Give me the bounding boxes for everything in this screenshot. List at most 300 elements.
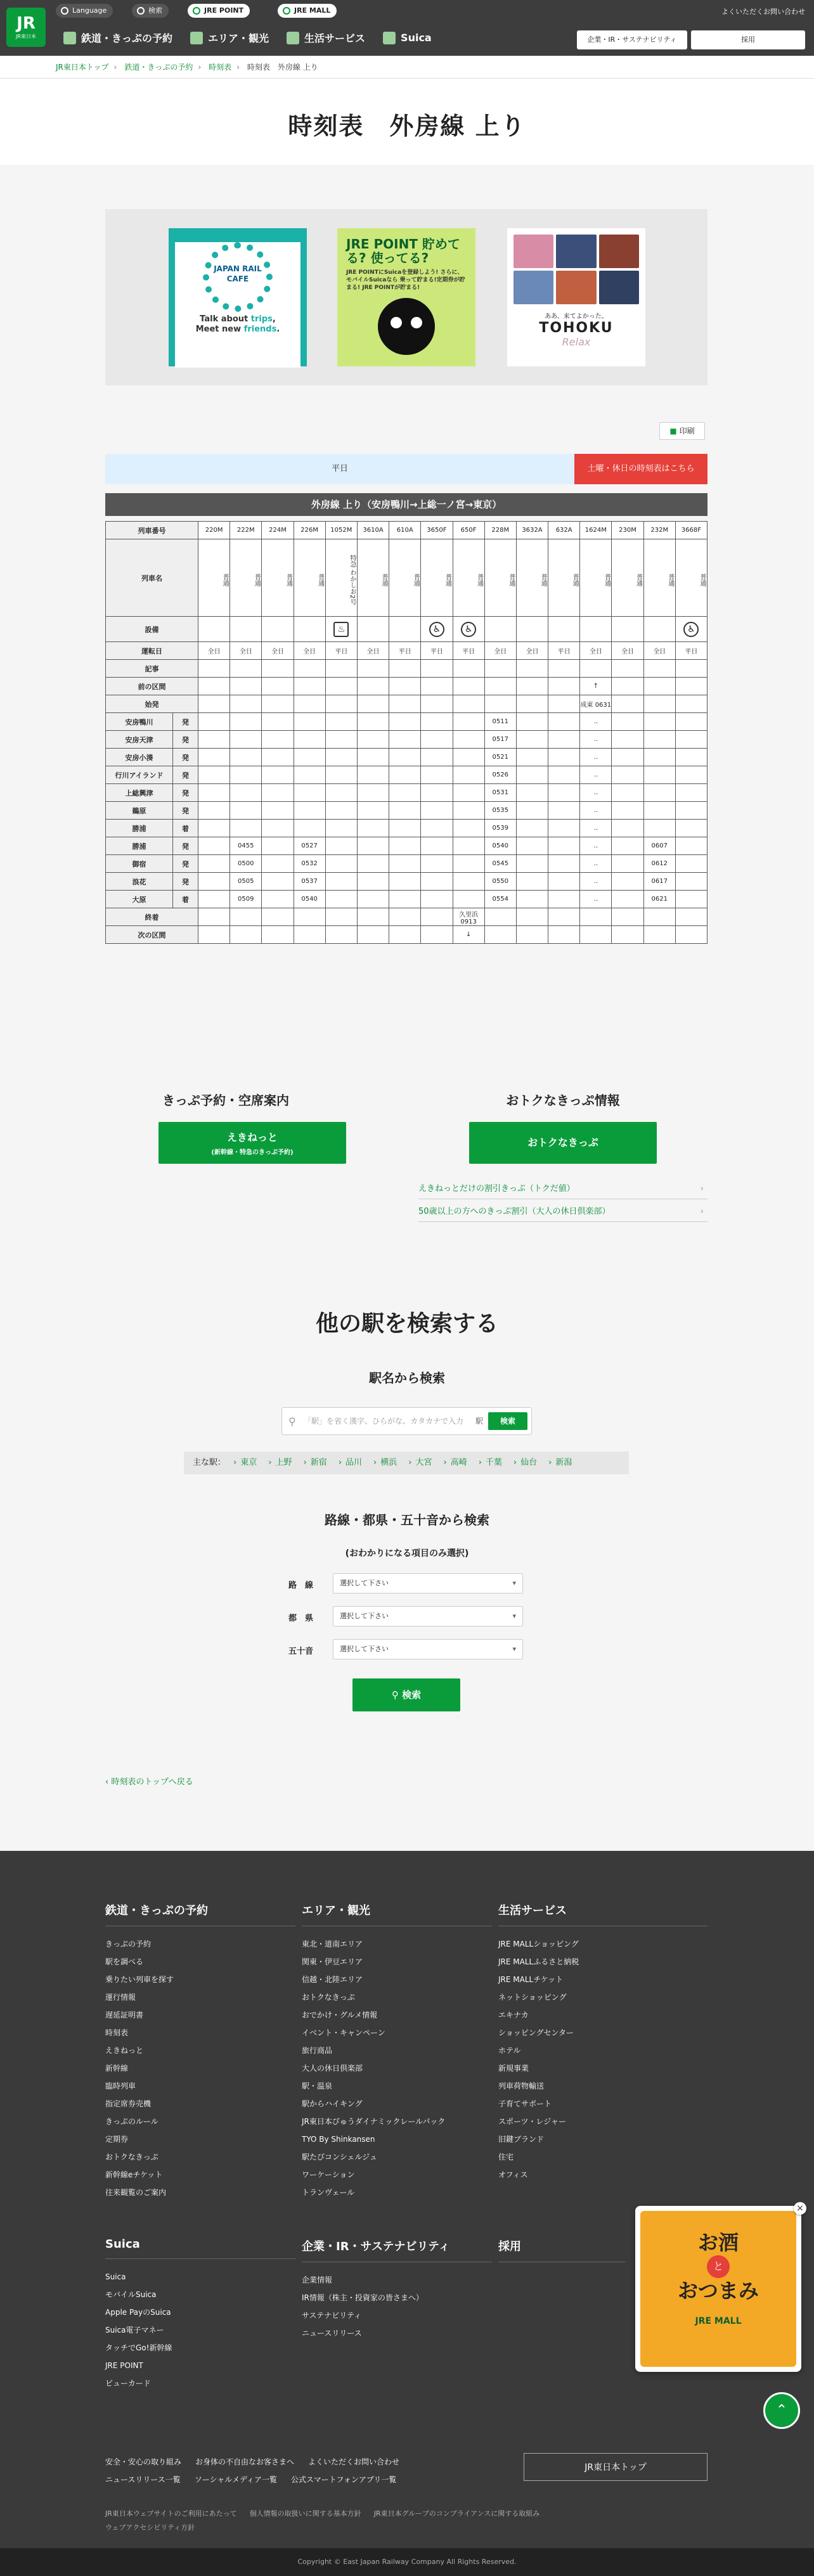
station-name: 勝浦 xyxy=(106,837,173,855)
cell: 平日 xyxy=(675,642,707,660)
legal-link[interactable]: JR東日本グループのコンプライアンスに関する取組み xyxy=(373,2509,540,2518)
time-cell: 0511 xyxy=(484,713,516,731)
main-station-link[interactable]: 千葉 xyxy=(485,1458,502,1467)
chevron-right-icon: › xyxy=(513,1458,517,1467)
footer-link[interactable]: 旧鍵ブランド xyxy=(498,2135,545,2144)
station-name: 鵜原 xyxy=(106,802,173,820)
cell: 230M xyxy=(612,522,643,539)
time-cell xyxy=(612,784,643,802)
time-cell xyxy=(262,820,294,837)
footer-link[interactable]: TYO By Shinkansen xyxy=(302,2135,375,2144)
recruit-button[interactable]: 採用 xyxy=(691,30,805,49)
footer-link[interactable]: 臨時列車 xyxy=(105,2082,136,2090)
train-number-row-label: 列車番号 xyxy=(106,522,198,539)
next-section-row xyxy=(106,926,707,944)
footer-link[interactable]: ホテル xyxy=(498,2046,521,2055)
jre-mall-ad-popup[interactable]: お酒 と おつまみ JRE MALL xyxy=(635,2206,801,2372)
footer-link[interactable]: 定期券 xyxy=(105,2135,129,2144)
arrow-up-icon: ⌃ xyxy=(775,2402,788,2418)
chevron-right-icon: › xyxy=(700,1207,704,1216)
time-cell xyxy=(389,802,421,820)
cell: 全日 xyxy=(484,642,516,660)
time-cell xyxy=(262,766,294,784)
cell xyxy=(643,678,675,695)
footer-link[interactable]: 運行情報 xyxy=(105,1993,136,2002)
main-station-link[interactable]: 大宮 xyxy=(415,1458,432,1467)
time-cell xyxy=(643,749,675,766)
cell xyxy=(516,908,548,926)
footer-bottom-link[interactable]: よくいただくお問い合わせ xyxy=(308,2457,400,2466)
time-cell xyxy=(643,731,675,749)
cell xyxy=(198,908,230,926)
cell: 全日 xyxy=(262,642,294,660)
card-icon xyxy=(383,32,396,44)
time-cell xyxy=(612,820,643,837)
route-search-button[interactable]: ⚲ 検索 xyxy=(352,1678,460,1711)
time-cell: ‥ xyxy=(580,749,612,766)
station-row xyxy=(106,837,707,855)
time-cell xyxy=(675,891,707,908)
time-cell: ‥ xyxy=(580,766,612,784)
cell xyxy=(548,695,580,713)
time-cell: 0500 xyxy=(230,855,262,873)
station-row xyxy=(106,713,707,731)
breadcrumb-current: 時刻表 外房線 上り xyxy=(247,63,318,72)
chevron-right-icon: › xyxy=(478,1458,482,1467)
nav-suica[interactable]: Suica xyxy=(383,30,432,45)
time-cell xyxy=(548,855,580,873)
time-cell xyxy=(198,749,230,766)
footer-link[interactable]: 信越・北陸エリア xyxy=(302,1975,363,1984)
station-name: 行川アイランド xyxy=(106,766,173,784)
time-cell: 0612 xyxy=(643,855,675,873)
chevron-right-icon: › xyxy=(700,1184,704,1194)
time-cell xyxy=(548,802,580,820)
time-cell xyxy=(675,802,707,820)
cell: 全日 xyxy=(580,642,612,660)
station-row xyxy=(106,802,707,820)
footer-link[interactable]: 駅を調べる xyxy=(105,1957,144,1966)
cell: 全日 xyxy=(612,642,643,660)
nav-area[interactable]: エリア・観光 xyxy=(190,30,269,45)
cell xyxy=(548,926,580,944)
cell xyxy=(198,695,230,713)
footer-link[interactable]: おでかけ・グルメ情報 xyxy=(302,2011,378,2019)
footer-link[interactable]: 往来観覧のご案内 xyxy=(105,2188,167,2197)
jr-east-top-button[interactable]: JR東日本トップ xyxy=(524,2453,707,2481)
footer-bottom-link[interactable]: 安全・安心の取り組み xyxy=(105,2457,182,2466)
cell: 普通 xyxy=(294,539,325,617)
footer-link[interactable]: 住宅 xyxy=(498,2153,514,2161)
cell xyxy=(548,678,580,695)
arr-dep-label: 発 xyxy=(173,802,198,820)
main-station-link[interactable]: 新潟 xyxy=(555,1458,572,1467)
time-cell xyxy=(516,713,548,731)
footer-bottom-link[interactable]: ソーシャルメディア一覧 xyxy=(194,2475,278,2484)
time-cell xyxy=(421,784,453,802)
time-cell xyxy=(516,837,548,855)
time-cell xyxy=(389,713,421,731)
jre-point-link[interactable]: JRE POINT xyxy=(188,4,250,18)
cell xyxy=(484,617,516,642)
time-cell xyxy=(325,891,357,908)
station-row xyxy=(106,891,707,908)
jr-east-logo[interactable]: JR JR東日本 xyxy=(6,8,46,47)
footer-link[interactable]: イベント・キャンペーン xyxy=(302,2028,385,2037)
main-station-link[interactable]: 品川 xyxy=(346,1458,363,1467)
time-cell: 0537 xyxy=(294,873,325,891)
cell: 普通 xyxy=(643,539,675,617)
time-cell xyxy=(548,837,580,855)
next-section-row-label: 次の区間 xyxy=(106,926,198,944)
cell: 普通 xyxy=(612,539,643,617)
station-row xyxy=(106,873,707,891)
time-cell xyxy=(453,820,484,837)
footer-link[interactable]: おトクなきっぷ xyxy=(105,2153,158,2161)
time-cell xyxy=(675,784,707,802)
cell xyxy=(643,926,675,944)
footer-link[interactable]: 駅・温泉 xyxy=(302,2082,333,2090)
search-by-route-heading: 路線・都県・五十音から検索 xyxy=(325,1512,489,1528)
cell: 232M xyxy=(643,522,675,539)
jre-mall-link[interactable]: JRE MALL xyxy=(278,4,337,18)
time-cell xyxy=(325,802,357,820)
footer-link[interactable]: 駅からハイキング xyxy=(302,2099,363,2108)
footer-bottom-link[interactable]: お身体の不自由なお客さまへ xyxy=(195,2457,295,2466)
cell xyxy=(357,695,389,713)
time-cell xyxy=(262,873,294,891)
time-cell xyxy=(294,713,325,731)
global-header xyxy=(0,0,814,56)
footer-link[interactable]: 大人の休日倶楽部 xyxy=(302,2064,363,2073)
main-station-link[interactable]: 横浜 xyxy=(380,1458,397,1467)
time-cell: ‥ xyxy=(580,873,612,891)
footer-link[interactable]: きっぷのルール xyxy=(105,2117,158,2126)
route-note: (おわかりになる項目のみ選択) xyxy=(345,1549,469,1559)
cell xyxy=(389,908,421,926)
chevron-right-icon: › xyxy=(373,1458,377,1467)
time-cell xyxy=(612,802,643,820)
footer-link[interactable]: 指定席券売機 xyxy=(105,2099,152,2108)
cell xyxy=(675,678,707,695)
tohoku-relax-banner[interactable]: ああ、来てよかった。 TOHOKU Relax xyxy=(507,228,645,366)
tohoku-photos xyxy=(514,235,639,304)
chevron-right-icon: › xyxy=(303,1458,307,1467)
time-cell xyxy=(643,766,675,784)
cell: 610A xyxy=(389,522,421,539)
footer-link[interactable]: JRE POINT xyxy=(105,2361,143,2370)
arr-dep-label: 発 xyxy=(173,731,198,749)
footer-link[interactable]: IR情報（株主・投資家の皆さまへ） xyxy=(302,2293,423,2302)
station-row xyxy=(106,766,707,784)
footer-link[interactable]: 新幹線 xyxy=(105,2064,129,2073)
time-cell xyxy=(389,731,421,749)
cell: 平日 xyxy=(548,642,580,660)
ekinet-button[interactable]: えきねっと (新幹線・特急のきっぷ予約) xyxy=(158,1122,346,1164)
search-icon: ⚲ xyxy=(288,1415,296,1427)
time-cell: 0517 xyxy=(484,731,516,749)
time-cell xyxy=(612,766,643,784)
cell: 全日 xyxy=(516,642,548,660)
penguin-illustration xyxy=(378,298,435,355)
train-name-row-label: 列車名 xyxy=(106,539,198,617)
cell xyxy=(612,617,643,642)
time-cell xyxy=(357,837,389,855)
time-cell xyxy=(198,891,230,908)
cell: 全日 xyxy=(230,642,262,660)
footer-link[interactable]: おトクなきっぷ xyxy=(302,1993,355,2002)
time-cell xyxy=(389,784,421,802)
footer-link[interactable]: タッチでGo!新幹線 xyxy=(105,2343,172,2352)
time-cell: 0527 xyxy=(294,837,325,855)
kana-select[interactable]: 選択して下さい ▾ xyxy=(333,1639,523,1659)
station-row xyxy=(106,784,707,802)
time-cell: 0532 xyxy=(294,855,325,873)
wheelchair-icon: ♿ xyxy=(683,622,699,637)
station-name: 上総興津 xyxy=(106,784,173,802)
footer-link[interactable]: 駅たびコンシェルジュ xyxy=(302,2153,377,2161)
footer-link[interactable]: 旅行商品 xyxy=(302,2046,333,2055)
time-cell: 0535 xyxy=(484,802,516,820)
footer-link[interactable]: Suica xyxy=(105,2272,126,2281)
time-cell xyxy=(421,837,453,855)
prefecture-select[interactable]: 選択して下さい ▾ xyxy=(333,1606,523,1626)
footer-link[interactable]: ショッピングセンター xyxy=(498,2028,574,2037)
footer-link[interactable]: 東北・道南エリア xyxy=(302,1940,363,1948)
reserved-seat-icon: ♨ xyxy=(333,622,349,637)
footer-link[interactable]: オフィス xyxy=(498,2170,528,2179)
shopping-icon xyxy=(287,32,299,44)
cell: 普通 xyxy=(389,539,421,617)
nav-railway[interactable]: 鉄道・きっぷの予約 xyxy=(63,30,172,45)
arr-dep-label: 発 xyxy=(173,855,198,873)
time-cell xyxy=(198,802,230,820)
footer-link[interactable]: JRE MALLふるさと納税 xyxy=(498,1957,579,1966)
time-cell xyxy=(421,820,453,837)
station-row xyxy=(106,855,707,873)
cell: ↓ xyxy=(453,926,484,944)
footer-link[interactable]: 子育てサポート xyxy=(498,2099,552,2108)
footer-link[interactable]: えきねっと xyxy=(105,2046,144,2055)
footer-bottom-link[interactable]: 公式スマートフォンアプリ一覧 xyxy=(291,2475,397,2484)
cell xyxy=(421,678,453,695)
search-button[interactable]: 検索 xyxy=(132,4,169,18)
rail-cafe-logo: JAPAN RAIL CAFE xyxy=(203,242,273,312)
time-cell: ‥ xyxy=(580,802,612,820)
time-cell xyxy=(294,820,325,837)
days-row-label: 運転日 xyxy=(106,642,198,660)
banner-area xyxy=(105,209,707,385)
chevron-right-icon: › xyxy=(443,1458,447,1467)
footer-link[interactable]: JR東日本びゅうダイナミックレールパック xyxy=(302,2117,446,2126)
footer-link[interactable]: 遅延証明書 xyxy=(105,2011,144,2019)
time-cell xyxy=(389,766,421,784)
cell xyxy=(675,926,707,944)
main-station-link[interactable]: 東京 xyxy=(240,1458,257,1467)
time-cell xyxy=(389,891,421,908)
footer-link[interactable]: サステナビリティ xyxy=(302,2311,362,2320)
legal-link[interactable]: 個人情報の取扱いに関する基本方針 xyxy=(249,2509,361,2518)
time-cell xyxy=(325,873,357,891)
station-search-button[interactable]: 検索 xyxy=(488,1412,527,1430)
japan-rail-cafe-banner[interactable]: JAPAN RAIL CAFE Talk about trips, Meet new friends. xyxy=(169,228,307,366)
jre-point-icon xyxy=(193,7,200,15)
footer-link[interactable]: スポーツ・レジャー xyxy=(498,2117,566,2126)
time-cell xyxy=(453,766,484,784)
main-station-link[interactable]: 上野 xyxy=(275,1458,292,1467)
cell xyxy=(580,908,612,926)
tab-weekday[interactable]: 平日 xyxy=(105,454,574,484)
arr-dep-label: 発 xyxy=(173,837,198,855)
cell xyxy=(230,908,262,926)
note-row: 記事 xyxy=(106,660,707,678)
time-cell xyxy=(262,891,294,908)
cell: 220M xyxy=(198,522,230,539)
footer-link[interactable]: Apple PayのSuica xyxy=(105,2308,171,2317)
time-cell: ‥ xyxy=(580,891,612,908)
time-cell xyxy=(230,802,262,820)
cell xyxy=(198,678,230,695)
footer-bottom-link[interactable]: ニュースリリース一覧 xyxy=(105,2475,181,2484)
otona-kyujitsu-link[interactable]: 50歳以上の方へのきっぷ割引（大人の休日倶楽部） › xyxy=(418,1202,707,1222)
time-cell: 0540 xyxy=(294,891,325,908)
cell xyxy=(484,908,516,926)
chevron-right-icon: › xyxy=(233,1458,237,1467)
station-row xyxy=(106,820,707,837)
time-cell xyxy=(612,855,643,873)
tokudane-link[interactable]: えきねっとだけの割引きっぷ（トクだ値） › xyxy=(418,1179,707,1199)
time-cell: ‥ xyxy=(580,713,612,731)
footer-link[interactable]: 列車荷物輸送 xyxy=(498,2082,545,2090)
time-cell xyxy=(453,713,484,731)
footer-col-suica: Suica Suica モバイルSuica Apple PayのSuica Suica電子マネー タッチでGo!新幹線 JRE POINT ビューカード xyxy=(105,2238,295,2392)
main-station-link[interactable]: 新宿 xyxy=(310,1458,327,1467)
breadcrumb-timetable[interactable]: 時刻表 xyxy=(209,63,232,72)
time-cell xyxy=(294,802,325,820)
route-select[interactable]: 選択して下さい ▾ xyxy=(333,1573,523,1594)
time-cell xyxy=(357,891,389,908)
time-cell xyxy=(516,731,548,749)
footer-link[interactable]: 時刻表 xyxy=(105,2028,129,2037)
footer-link[interactable]: ニュースリリース xyxy=(302,2329,362,2338)
time-cell xyxy=(230,731,262,749)
time-cell xyxy=(357,784,389,802)
time-cell: 0554 xyxy=(484,891,516,908)
time-cell xyxy=(325,784,357,802)
cell xyxy=(516,926,548,944)
time-cell xyxy=(198,731,230,749)
footer-link[interactable]: Suica電子マネー xyxy=(105,2326,164,2334)
breadcrumb-top[interactable]: JR東日本トップ xyxy=(56,63,109,72)
footer-link[interactable]: 新幹線eチケット xyxy=(105,2170,163,2179)
time-cell xyxy=(643,802,675,820)
chevron-right-icon: › xyxy=(548,1458,552,1467)
time-cell xyxy=(516,873,548,891)
cell: 3610A xyxy=(357,522,389,539)
cell xyxy=(389,678,421,695)
station-search-box: ⚲ 「駅」を省く漢字、ひらがな、カタカナで入力 駅 検索 xyxy=(281,1407,532,1435)
footer-link[interactable]: 乗りたい列車を探す xyxy=(105,1975,174,1984)
footer-link[interactable]: 新規事業 xyxy=(498,2064,529,2073)
time-cell xyxy=(453,731,484,749)
kana-select-row: 五十音 選択して下さい ▾ xyxy=(288,1639,523,1659)
footer-link[interactable]: トランヴェール xyxy=(302,2188,355,2197)
time-cell: 0617 xyxy=(643,873,675,891)
station-search-input[interactable]: 「駅」を省く漢字、ひらがな、カタカナで入力 xyxy=(304,1417,464,1426)
language-button[interactable]: Language xyxy=(56,4,113,18)
footer-link[interactable]: JRE MALLチケット xyxy=(498,1975,564,1984)
station-row xyxy=(106,749,707,766)
cell: 久里浜 0913 xyxy=(453,908,484,926)
legal-link[interactable]: ウェブアクセシビリティ方針 xyxy=(105,2523,195,2532)
breadcrumb-railway[interactable]: 鉄道・きっぷの予約 xyxy=(124,63,193,72)
footer-link[interactable]: ビューカード xyxy=(105,2379,151,2388)
map-icon xyxy=(190,32,203,44)
footer-link[interactable]: モバイルSuica xyxy=(105,2290,157,2299)
prev-section-row-label: 前の区間 xyxy=(106,678,198,695)
time-cell xyxy=(612,837,643,855)
jre-point-banner[interactable]: JRE POINT 貯めてる? 使ってる? JRE POINTにSuicaを登録しよう! さらに、モバイルSuicaなら 乗って貯まる!定期券が貯まる! JRE POINTが貯まる! xyxy=(337,228,475,366)
jre-mall-icon xyxy=(283,7,290,15)
print-button[interactable]: ■ 印刷 xyxy=(659,422,705,440)
time-cell xyxy=(453,891,484,908)
time-cell xyxy=(421,713,453,731)
footer-link[interactable]: 関東・伊豆エリア xyxy=(302,1957,363,1966)
time-cell xyxy=(357,820,389,837)
time-cell xyxy=(357,873,389,891)
time-cell xyxy=(675,873,707,891)
time-cell: ‥ xyxy=(580,855,612,873)
cell xyxy=(612,695,643,713)
footer-link[interactable]: JRE MALLショッピング xyxy=(498,1940,579,1948)
footer-link[interactable]: 企業情報 xyxy=(302,2276,333,2284)
footer-link[interactable]: ネットショッピング xyxy=(498,1993,567,2002)
cell: 632A xyxy=(548,522,580,539)
time-cell: 0531 xyxy=(484,784,516,802)
footer-link[interactable]: ワーケーション xyxy=(302,2170,355,2179)
cell xyxy=(516,678,548,695)
time-cell: 0509 xyxy=(230,891,262,908)
cell xyxy=(389,926,421,944)
corp-ir-button[interactable]: 企業・IR・サステナビリティ xyxy=(577,30,687,49)
close-icon[interactable]: × xyxy=(794,2202,806,2215)
time-cell xyxy=(230,749,262,766)
tab-holiday[interactable]: 土曜・休日の時刻表はこちら xyxy=(574,454,707,484)
nav-life[interactable]: 生活サービス xyxy=(287,30,365,45)
time-cell: 0526 xyxy=(484,766,516,784)
otoku-kippu-button[interactable]: おトクなきっぷ xyxy=(469,1122,657,1164)
main-station-link[interactable]: 仙台 xyxy=(520,1458,538,1467)
days-row xyxy=(106,642,707,660)
time-cell xyxy=(516,891,548,908)
origin-row xyxy=(106,695,707,713)
faq-link[interactable]: よくいただくお問い合わせ xyxy=(721,8,805,16)
footer-link[interactable]: きっぷの予約 xyxy=(105,1940,152,1948)
cell xyxy=(675,695,707,713)
footer-link[interactable]: エキナカ xyxy=(498,2011,529,2019)
legal-link[interactable]: JR東日本ウェブサイトのご利用にあたって xyxy=(105,2509,237,2518)
footer-col-recruit: 採用 xyxy=(498,2238,625,2271)
time-cell: 0550 xyxy=(484,873,516,891)
page-title: 時刻表 外房線 上り xyxy=(288,112,526,140)
cell xyxy=(294,926,325,944)
back-to-timetable-link[interactable]: ‹ 時刻表のトップへ戻る xyxy=(105,1777,193,1787)
main-station-link[interactable]: 高崎 xyxy=(450,1458,467,1467)
back-to-top-button[interactable] xyxy=(763,2392,800,2429)
station-name: 大原 xyxy=(106,891,173,908)
wheelchair-icon: ♿ xyxy=(429,622,444,637)
time-cell xyxy=(357,766,389,784)
